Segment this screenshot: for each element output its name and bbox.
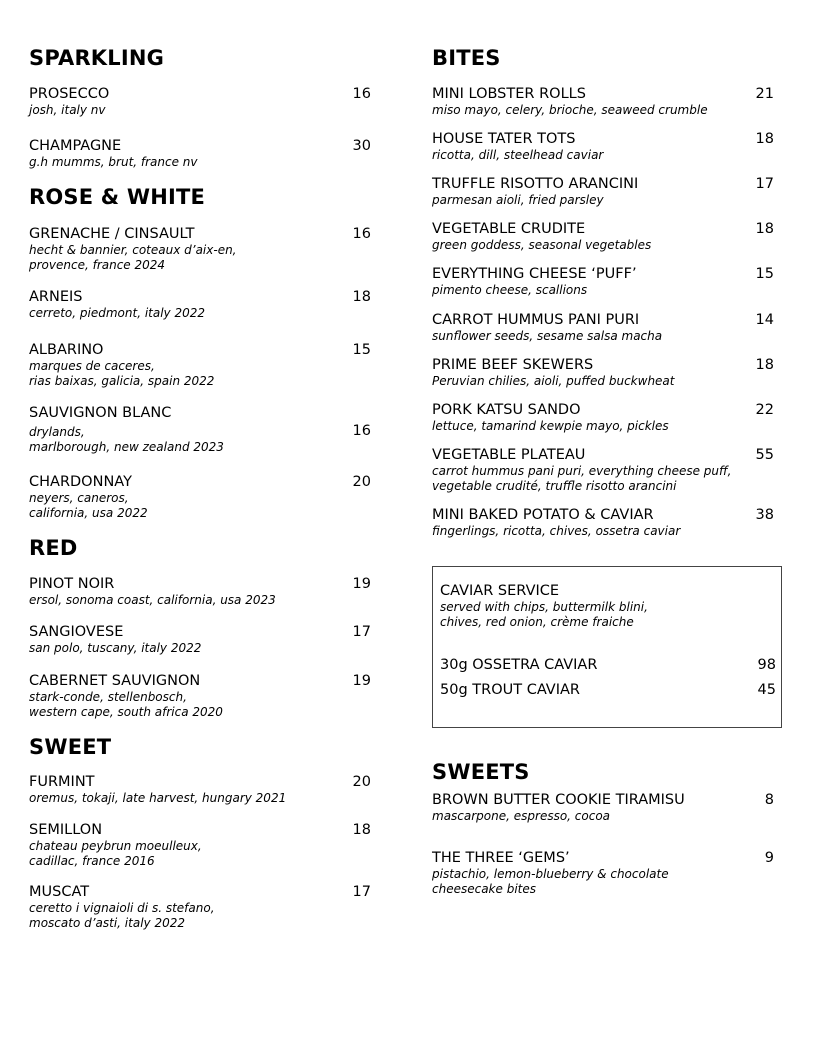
item-description: fingerlings, ricotta, chives, ossetra caviar — [432, 524, 681, 538]
caviar-service-title: CAVIAR SERVICE — [440, 583, 560, 599]
item-name: ALBARINO — [29, 342, 104, 358]
menu-item-pinot-noir — [29, 576, 371, 612]
item-price: 18 — [352, 822, 371, 838]
menu-item-grenache-cinsault — [29, 226, 371, 276]
menu-item-carrot-hummus-pani-puri — [432, 312, 774, 348]
menu-item-mini-lobster-rolls — [432, 86, 774, 122]
item-description: miso mayo, celery, brioche, seaweed crumble — [432, 103, 708, 117]
item-price: 38 — [755, 507, 774, 523]
menu-item-semillon — [29, 822, 371, 872]
item-name: MUSCAT — [29, 884, 90, 900]
item-description: josh, italy nv — [29, 103, 106, 117]
caviar-service-description: chives, red onion, crème fraiche — [440, 615, 634, 629]
section-title-sweet: SWEET — [29, 735, 112, 759]
item-name: SANGIOVESE — [29, 624, 124, 640]
item-description: oremus, tokaji, late harvest, hungary 2021 — [29, 791, 287, 805]
caviar-service-box — [432, 566, 782, 728]
item-price: 18 — [352, 289, 371, 305]
item-price: 45 — [757, 682, 776, 698]
menu-item-house-tater-tots — [432, 131, 774, 167]
caviar-service-description: served with chips, buttermilk blini, — [440, 600, 648, 614]
item-price: 17 — [352, 624, 371, 640]
item-price: 98 — [757, 657, 776, 673]
section-title-sweets: SWEETS — [432, 760, 530, 784]
menu-item-pork-katsu-sando — [432, 402, 774, 438]
item-name: CHARDONNAY — [29, 474, 132, 490]
menu-item-sauvignon-blanc — [29, 405, 371, 457]
item-price: 15 — [352, 342, 371, 358]
menu-item-prime-beef-skewers — [432, 357, 774, 393]
item-description: san polo, tuscany, italy 2022 — [29, 641, 202, 655]
item-description: western cape, south africa 2020 — [29, 705, 223, 719]
item-price: 14 — [755, 312, 774, 328]
item-description: drylands, — [29, 425, 85, 439]
item-name: VEGETABLE CRUDITE — [432, 221, 586, 237]
menu-item-vegetable-crudite — [432, 221, 774, 257]
item-description: cheesecake bites — [432, 882, 536, 896]
section-title-rose-white: ROSE & WHITE — [29, 185, 206, 209]
item-name: GRENACHE / CINSAULT — [29, 226, 195, 242]
item-name: VEGETABLE PLATEAU — [432, 447, 586, 463]
item-price: 15 — [755, 266, 774, 282]
item-price: 17 — [755, 176, 774, 192]
menu-item-furmint — [29, 774, 371, 810]
item-description: mascarpone, espresso, cocoa — [432, 809, 611, 823]
caviar-item-trout — [440, 682, 776, 700]
item-description: vegetable crudité, truffle risotto arancini — [432, 479, 677, 493]
menu-item-cabernet-sauvignon — [29, 673, 371, 723]
item-name: CHAMPAGNE — [29, 138, 122, 154]
item-name: BROWN BUTTER COOKIE TIRAMISU — [432, 792, 685, 808]
item-price: 16 — [352, 423, 371, 439]
item-name: MINI BAKED POTATO & CAVIAR — [432, 507, 654, 523]
item-description: marlborough, new zealand 2023 — [29, 440, 224, 454]
item-name: SAUVIGNON BLANC — [29, 405, 172, 421]
item-description: california, usa 2022 — [29, 506, 148, 520]
menu-item-champagne — [29, 138, 371, 174]
item-name: HOUSE TATER TOTS — [432, 131, 576, 147]
menu-item-brown-butter-cookie-tiramisu — [432, 792, 774, 828]
item-description: ricotta, dill, steelhead caviar — [432, 148, 604, 162]
item-description: cerreto, piedmont, italy 2022 — [29, 306, 206, 320]
item-description: parmesan aioli, fried parsley — [432, 193, 604, 207]
item-name: PINOT NOIR — [29, 576, 115, 592]
item-description: g.h mumms, brut, france nv — [29, 155, 198, 169]
item-name: CARROT HUMMUS PANI PURI — [432, 312, 640, 328]
item-price: 8 — [764, 792, 774, 808]
item-price: 30 — [352, 138, 371, 154]
item-description: stark-conde, stellenbosch, — [29, 690, 187, 704]
item-name: 50g TROUT CAVIAR — [440, 682, 580, 698]
item-name: EVERYTHING CHEESE ‘PUFF’ — [432, 266, 637, 282]
menu-item-the-three-gems — [432, 850, 774, 900]
menu-item-albarino — [29, 342, 371, 392]
item-description: cadillac, france 2016 — [29, 854, 155, 868]
menu-item-muscat — [29, 884, 371, 934]
item-price: 22 — [755, 402, 774, 418]
menu-item-truffle-risotto-arancini — [432, 176, 774, 212]
item-name: TRUFFLE RISOTTO ARANCINI — [432, 176, 639, 192]
item-price: 21 — [755, 86, 774, 102]
menu-item-everything-cheese-puff — [432, 266, 774, 302]
item-name: PRIME BEEF SKEWERS — [432, 357, 594, 373]
item-price: 16 — [352, 226, 371, 242]
item-description: marques de caceres, — [29, 359, 155, 373]
menu-item-prosecco — [29, 86, 371, 122]
section-title-sparkling: SPARKLING — [29, 46, 165, 70]
item-price: 18 — [755, 221, 774, 237]
item-price: 55 — [755, 447, 774, 463]
item-description: carrot hummus pani puri, everything cheese puff, — [432, 464, 732, 478]
item-description: ersol, sonoma coast, california, usa 2023 — [29, 593, 276, 607]
item-name: PORK KATSU SANDO — [432, 402, 581, 418]
item-description: hecht & bannier, coteaux d’aix-en, — [29, 243, 237, 257]
item-price: 17 — [352, 884, 371, 900]
item-name: ARNEIS — [29, 289, 83, 305]
caviar-item-ossetra — [440, 657, 776, 675]
item-price: 18 — [755, 131, 774, 147]
item-name: 30g OSSETRA CAVIAR — [440, 657, 598, 673]
menu-item-sangiovese — [29, 624, 371, 660]
item-description: pistachio, lemon-blueberry & chocolate — [432, 867, 669, 881]
item-description: green goddess, seasonal vegetables — [432, 238, 652, 252]
section-title-red: RED — [29, 536, 78, 560]
item-description: sunflower seeds, sesame salsa macha — [432, 329, 663, 343]
item-description: neyers, caneros, — [29, 491, 129, 505]
menu-item-mini-baked-potato-caviar — [432, 507, 774, 543]
menu-item-chardonnay — [29, 474, 371, 524]
item-description: pimento cheese, scallions — [432, 283, 588, 297]
item-description: rias baixas, galicia, spain 2022 — [29, 374, 215, 388]
item-price: 20 — [352, 774, 371, 790]
item-name: PROSECCO — [29, 86, 110, 102]
item-description: moscato d’asti, italy 2022 — [29, 916, 185, 930]
menu-item-arneis — [29, 289, 371, 325]
item-description: Peruvian chilies, aioli, puffed buckwheat — [432, 374, 675, 388]
item-price: 19 — [352, 673, 371, 689]
item-name: FURMINT — [29, 774, 95, 790]
item-name: THE THREE ‘GEMS’ — [432, 850, 570, 866]
caviar-service-header — [440, 583, 776, 633]
item-description: lettuce, tamarind kewpie mayo, pickles — [432, 419, 669, 433]
section-title-bites: BITES — [432, 46, 501, 70]
item-price: 20 — [352, 474, 371, 490]
item-description: chateau peybrun moeulleux, — [29, 839, 202, 853]
item-name: SEMILLON — [29, 822, 103, 838]
item-price: 9 — [764, 850, 774, 866]
item-price: 19 — [352, 576, 371, 592]
menu-item-vegetable-plateau — [432, 447, 774, 497]
item-name: MINI LOBSTER ROLLS — [432, 86, 586, 102]
item-price: 16 — [352, 86, 371, 102]
item-description: provence, france 2024 — [29, 258, 166, 272]
item-description: ceretto i vignaioli di s. stefano, — [29, 901, 215, 915]
item-name: CABERNET SAUVIGNON — [29, 673, 201, 689]
item-price: 18 — [755, 357, 774, 373]
